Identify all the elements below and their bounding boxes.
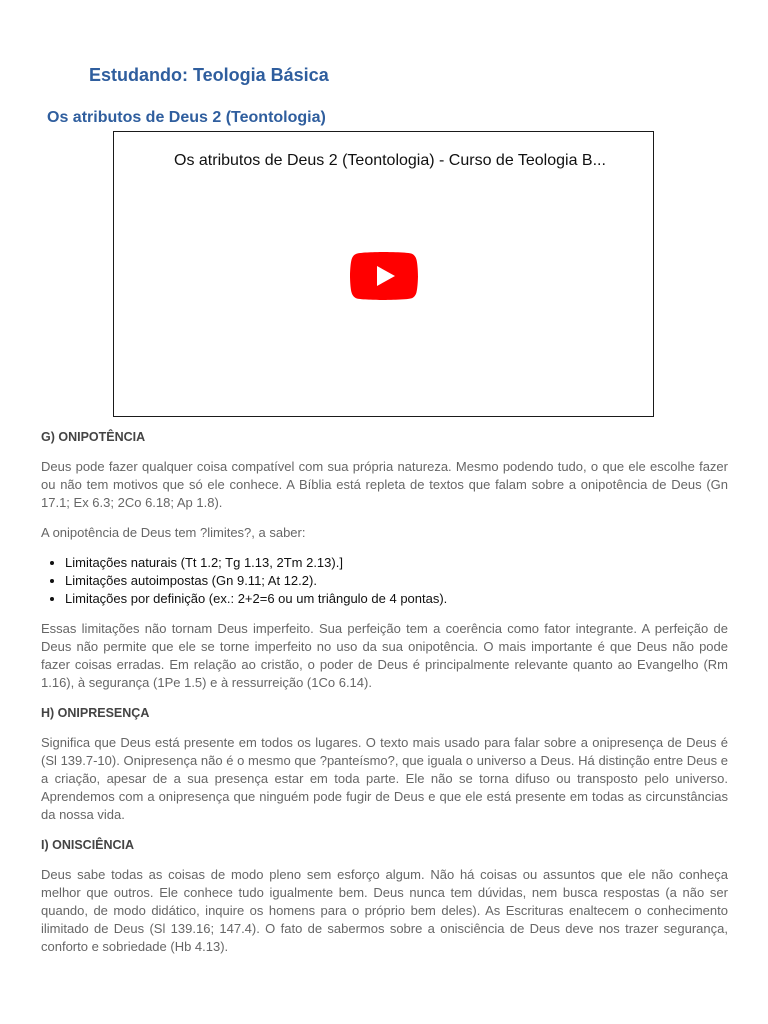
- heading-oniscienca: I) ONISCIÊNCIA: [41, 838, 135, 852]
- list-item: • Limitações por definição (ex.: 2+2=6 ou um triângulo de 4 pontas).: [65, 590, 728, 608]
- video-title-link[interactable]: Os atributos de Deus 2 (Teontologia) - Curso de Teologia B...: [174, 152, 606, 169]
- page-title: Estudando: Teologia Básica: [89, 65, 329, 85]
- heading-onipresenca: H) ONIPRESENÇA: [41, 706, 150, 720]
- paragraph: Essas limitações não tornam Deus imperfeito. Sua perfeição tem a coerência como fator integrante. A perfeição de Deus não permite que ele se torne imperfeito no uso da sua onipotência. O mais importante é que Deus não pode fazer coisas erradas. Em relação ao cristão, o poder de Deus é principalmente relevante quanto ao Evangelho (Rm 1.16), à segurança (1Pe 1.5) e à ressurreição (1Co 6.14).: [41, 621, 728, 690]
- paragraph: A onipotência de Deus tem ?limites?, a saber:: [41, 525, 306, 540]
- list-item: • Limitações autoimpostas (Gn 9.11; At 12.2).: [65, 572, 728, 590]
- section-title: Os atributos de Deus 2 (Teontologia): [47, 109, 326, 126]
- paragraph: Deus pode fazer qualquer coisa compatível com sua própria natureza. Mesmo podendo tudo, o que ele escolhe fazer ou não tem motivos que só ele conhece. A Bíblia está repleta de textos que falam sobre a onipotência de Deus (Gn 17.1; Ex 6.3; 2Co 6.18; Ap 1.8).: [41, 459, 728, 510]
- video-embed[interactable]: [113, 131, 654, 417]
- play-button[interactable]: [350, 252, 418, 300]
- heading-onipotencia: G) ONIPOTÊNCIA: [41, 430, 146, 444]
- paragraph: Significa que Deus está presente em todos os lugares. O texto mais usado para falar sobre a onipresença de Deus é (Sl 139.7-10). Onipresença não é o mesmo que ?panteísmo?, que iguala o universo a Deus. Há distinção entre Deus e a criação, apesar de a sua presença estar em toda parte. Ele não se torna difuso ou transposto pelo universo. Aprendemos com a onipresença que ninguém pode fugir de Deus e que ele está presente em todas as circunstâncias da nossa vida.: [41, 735, 728, 822]
- youtube-play-icon: [350, 252, 418, 300]
- limitations-list: [41, 554, 728, 608]
- paragraph: Deus sabe todas as coisas de modo pleno sem esforço algum. Não há coisas ou assuntos que ele não conheça melhor que outros. Ele conhece tudo igualmente bem. Deus nunca tem dúvidas, nem busca respostas (a não ser quando, de modo didático, inquire os homens para o próprio bem deles). As Escrituras enaltecem o conhecimento ilimitado de Deus (Sl 139.16; 147.4). O fato de sabermos sobre a onisciência de Deus deve nos trazer segurança, conforto e sobriedade (Hb 4.13).: [41, 867, 728, 954]
- article-content: [41, 428, 728, 968]
- list-item: • Limitações naturais (Tt 1.2; Tg 1.13, 2Tm 2.13).]: [65, 554, 728, 572]
